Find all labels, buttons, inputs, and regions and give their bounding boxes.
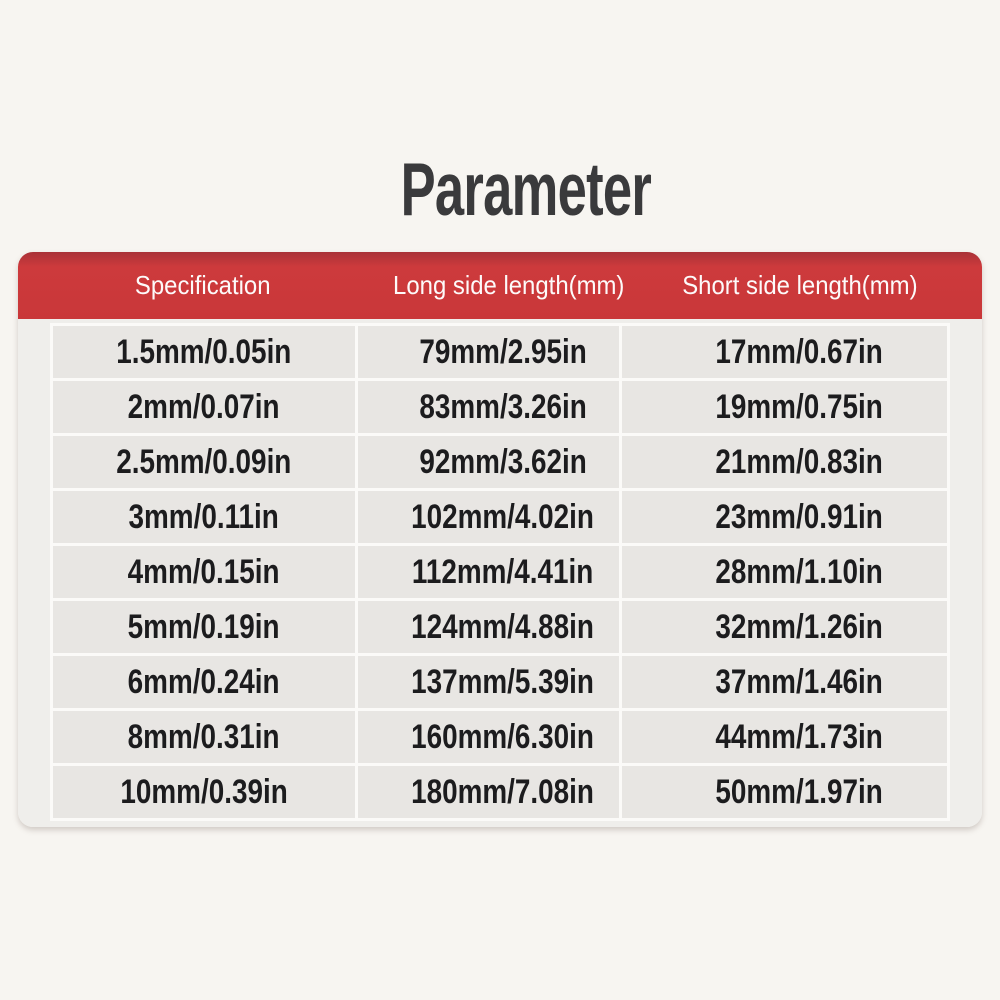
column-header-short-side <box>621 252 950 319</box>
column-header-long-side <box>356 252 624 319</box>
table-cell: 10mm/0.39in <box>52 765 357 820</box>
table-cell: 2.5mm/0.09in <box>52 435 357 490</box>
spec-table <box>18 252 982 827</box>
table-cell: 83mm/3.26in <box>356 380 620 435</box>
page-title-text: Parameter <box>400 147 652 231</box>
table-cell: 50mm/1.97in <box>620 765 948 820</box>
table-cell: 124mm/4.88in <box>356 600 620 655</box>
table-cell: 180mm/7.08in <box>356 765 620 820</box>
spec-grid <box>50 323 950 821</box>
table-row <box>52 380 949 435</box>
table-body <box>18 319 982 827</box>
column-header-label: Specification <box>135 270 271 300</box>
table-cell: 21mm/0.83in <box>620 435 948 490</box>
table-row <box>52 490 949 545</box>
table-cell: 2mm/0.07in <box>52 380 357 435</box>
table-cell: 32mm/1.26in <box>620 600 948 655</box>
table-cell: 79mm/2.95in <box>356 325 620 380</box>
table-row <box>52 600 949 655</box>
page-title <box>0 146 1000 232</box>
table-cell: 1.5mm/0.05in <box>52 325 357 380</box>
table-row <box>52 325 949 380</box>
column-header-label: Long side length(mm) <box>392 270 624 300</box>
table-row <box>52 655 949 710</box>
table-cell: 5mm/0.19in <box>52 600 357 655</box>
table-cell: 23mm/0.91in <box>620 490 948 545</box>
table-header-row <box>18 252 982 319</box>
table-cell: 4mm/0.15in <box>52 545 357 600</box>
table-row <box>52 435 949 490</box>
table-cell: 8mm/0.31in <box>52 710 357 765</box>
column-header-label: Short side length(mm) <box>682 270 918 300</box>
table-row <box>52 765 949 820</box>
table-cell: 19mm/0.75in <box>620 380 948 435</box>
table-cell: 137mm/5.39in <box>356 655 620 710</box>
table-cell: 17mm/0.67in <box>620 325 948 380</box>
table-cell: 160mm/6.30in <box>356 710 620 765</box>
column-header-specification <box>50 252 356 319</box>
table-cell: 44mm/1.73in <box>620 710 948 765</box>
table-cell: 102mm/4.02in <box>356 490 620 545</box>
table-cell: 37mm/1.46in <box>620 655 948 710</box>
table-cell: 3mm/0.11in <box>52 490 357 545</box>
table-cell: 28mm/1.10in <box>620 545 948 600</box>
table-cell: 92mm/3.62in <box>356 435 620 490</box>
table-row <box>52 710 949 765</box>
table-cell: 112mm/4.41in <box>356 545 620 600</box>
table-cell: 6mm/0.24in <box>52 655 357 710</box>
table-row <box>52 545 949 600</box>
